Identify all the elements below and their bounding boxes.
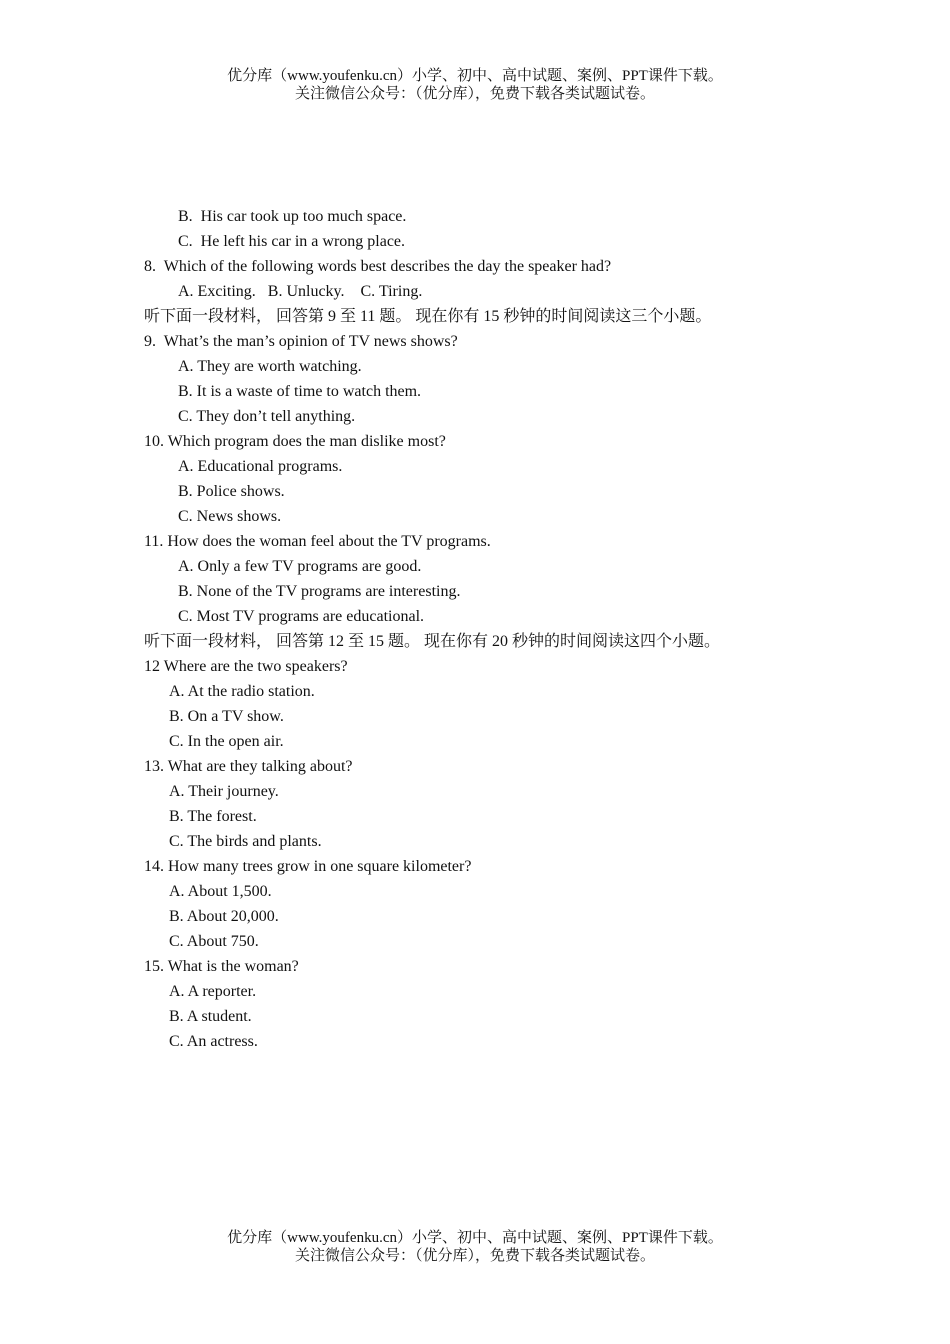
q8-question: 8. Which of the following words best describes the day the speaker had? <box>144 258 612 275</box>
q14-question: 14. How many trees grow in one square kilometer? <box>144 858 472 875</box>
q13-option-c: C. The birds and plants. <box>169 833 322 850</box>
page-header <box>0 67 950 103</box>
q10-option-c: C. News shows. <box>178 508 282 525</box>
q12-option-b: B. On a TV show. <box>169 708 284 725</box>
q9-option-b: B. It is a waste of time to watch them. <box>178 383 422 400</box>
q8-options: A. Exciting. B. Unlucky. C. Tiring. <box>178 283 423 300</box>
q12-question: 12 Where are the two speakers? <box>144 658 348 675</box>
q11-option-b: B. None of the TV programs are interesting. <box>178 583 461 600</box>
q15-option-a: A. A reporter. <box>169 983 257 1000</box>
q11-option-c: C. Most TV programs are educational. <box>178 608 425 625</box>
q10-option-b: B. Police shows. <box>178 483 285 500</box>
q15-question: 15. What is the woman? <box>144 958 299 975</box>
q7-option-b: B. His car took up too much space. <box>178 208 407 225</box>
instruction-9-11: 听下面一段材料， 回答第 9 至 11 题。 现在你有 15 秒钟的时间阅读这三个小题。 <box>144 308 712 325</box>
q15-option-b: B. A student. <box>169 1008 252 1025</box>
q14-option-a: A. About 1,500. <box>169 883 272 900</box>
q13-option-b: B. The forest. <box>169 808 257 825</box>
footer-line-2: 关注微信公众号：（优分库），免费下载各类试题试卷。 <box>294 1248 655 1264</box>
page-footer <box>0 1229 950 1265</box>
header-line-1: 优分库（www.youfenku.cn）小学、初中、高中试题、案例、PPT课件下载。 <box>227 68 723 84</box>
q12-option-a: A. At the radio station. <box>169 683 315 700</box>
q14-option-c: C. About 750. <box>169 933 259 950</box>
q9-question: 9. What’s the man’s opinion of TV news shows? <box>144 333 458 350</box>
q13-question: 13. What are they talking about? <box>144 758 353 775</box>
q7-option-c: C. He left his car in a wrong place. <box>178 233 406 250</box>
q14-option-b: B. About 20,000. <box>169 908 279 925</box>
header-line-2: 关注微信公众号：（优分库），免费下载各类试题试卷。 <box>294 86 655 102</box>
footer-line-1: 优分库（www.youfenku.cn）小学、初中、高中试题、案例、PPT课件下载。 <box>227 1230 723 1246</box>
q11-question: 11. How does the woman feel about the TV programs. <box>144 533 491 550</box>
instruction-12-15: 听下面一段材料， 回答第 12 至 15 题。 现在你有 20 秒钟的时间阅读这四个小题。 <box>144 633 721 650</box>
q9-option-a: A. They are worth watching. <box>178 358 362 375</box>
q10-option-a: A. Educational programs. <box>178 458 343 475</box>
q10-question: 10. Which program does the man dislike most? <box>144 433 446 450</box>
exam-content <box>144 204 844 1054</box>
q15-option-c: C. An actress. <box>169 1033 258 1050</box>
q12-option-c: C. In the open air. <box>169 733 284 750</box>
q9-option-c: C. They don’t tell anything. <box>178 408 356 425</box>
q13-option-a: A. Their journey. <box>169 783 279 800</box>
q11-option-a: A. Only a few TV programs are good. <box>178 558 422 575</box>
